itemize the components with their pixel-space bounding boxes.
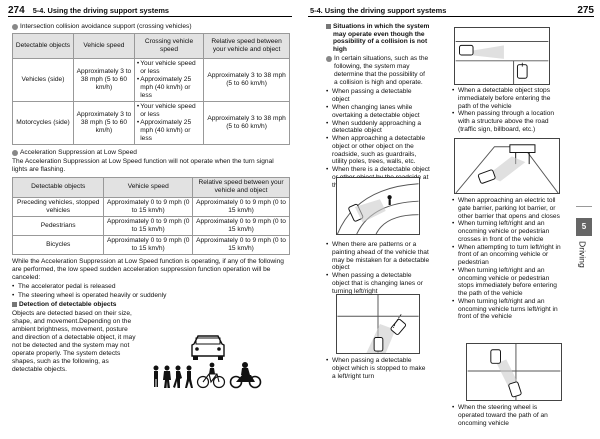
table-row <box>13 235 290 254</box>
situations-list-a <box>326 88 430 189</box>
situations-heading: Situations in which the system may operate even though the possibility of a collision is not high <box>326 23 430 53</box>
page-number-left: 274 <box>8 5 25 16</box>
table-cell: Vehicles (side) <box>13 59 74 102</box>
while-text: While the Acceleration Suppression at Low Speed function is operating, if any of the following are performed, the low speed sudden acceleration suppression function operation will be canceled: <box>12 257 284 281</box>
car-icon <box>460 45 474 55</box>
table-acceleration <box>12 177 290 254</box>
right-column-2-a <box>452 87 562 134</box>
circle-bullet-icon <box>326 56 332 62</box>
right-column-2-c <box>452 404 562 427</box>
list-item: • When there is a detectable object or other object by the roadside at the entrance of a curve <box>326 166 430 189</box>
table-header: Crossing vehicle speed <box>134 34 203 59</box>
left-column <box>12 22 290 375</box>
car-icon <box>374 338 383 352</box>
side-divider <box>576 206 592 207</box>
intersection-heading: Intersection collision avoidance support (crossing vehicles) <box>12 23 290 31</box>
list-item: • When passing a detectable object <box>326 88 430 104</box>
cancel-item: • The accelerator pedal is released <box>12 282 116 290</box>
square-bullet-icon <box>12 302 17 307</box>
situations-intro: In certain situations, such as the following, the system may determine that the possibility of a collision is high and operate. <box>326 55 430 87</box>
sign-icon <box>510 145 535 153</box>
header-right <box>308 4 594 17</box>
table-header: Vehicle speed <box>73 34 134 59</box>
section-title-left: 5-4. Using the driving support systems <box>32 5 170 15</box>
car-icon <box>192 336 224 360</box>
detection-text: Objects are detected based on their size, shape, and movement.Depending on the ambient brightness, movement, posture and direction of a detectable object, it may not be detected and the system may not operate properly. The system detects shapes, such as the following, as detectable objects. <box>12 309 136 374</box>
detectable-objects-illustration <box>152 332 264 392</box>
list-item: • Your vehicle speed or less <box>137 103 201 119</box>
list-item: • When changing lanes while overtaking a detectable object <box>326 104 430 120</box>
situations-list-b <box>326 241 430 295</box>
table-row <box>13 197 290 216</box>
square-bullet-icon <box>326 24 331 29</box>
bicycle-icon <box>198 363 225 388</box>
list-item: • When a detectable object stops immediately before entering the path of the vehicle <box>452 87 562 110</box>
motorcycle-icon <box>231 362 261 388</box>
header-left <box>8 4 292 17</box>
table-cell: Approximately 0 to 9 mph (0 to 15 km/h) <box>193 235 290 254</box>
table-row <box>13 216 290 235</box>
detection-heading: Detection of detectable objects <box>12 301 290 309</box>
list-item: • When suddenly approaching a detectable object <box>326 120 430 136</box>
list-item: • When the steering wheel is operated toward the path of an oncoming vehicle <box>452 404 562 427</box>
situations-list-2a <box>452 87 562 134</box>
list-item: • When approaching an electric toll gate barrier, parking lot barrier, or other barrier that opens and closes <box>452 197 562 220</box>
table-cell <box>134 59 203 102</box>
list-item: • When attempting to turn left/right in front of an oncoming vehicle or pedestrian <box>452 244 562 267</box>
right-column-1-c <box>326 357 430 380</box>
table-cell: Approximately 0 to 9 mph (0 to 15 km/h) <box>193 197 290 216</box>
table-header: Relative speed between your vehicle and object <box>204 34 290 59</box>
pedestrian-icon <box>173 366 182 389</box>
table-cell: Approximately 0 to 9 mph (0 to 15 km/h) <box>104 197 193 216</box>
list-item: • When turning left/right and an oncoming vehicle or pedestrian stops immediately before entering the path of the vehicle <box>452 267 562 298</box>
table-header: Detectable objects <box>13 34 74 59</box>
pedestrian-icon <box>154 366 159 388</box>
table-cell: Approximately 3 to 38 mph (5 to 60 km/h) <box>73 102 134 145</box>
situations-list-2b <box>452 197 562 321</box>
table-cell <box>134 102 203 145</box>
table-cell: Motorcycles (side) <box>13 102 74 145</box>
list-item: • When passing a detectable object which is stopped to make a left/right turn <box>326 357 430 380</box>
cancel-item: • The steering wheel is operated heavily or suddenly <box>12 291 167 299</box>
car-icon <box>517 65 527 79</box>
curve-entrance-figure <box>336 177 420 235</box>
right-column-1-b <box>326 241 430 295</box>
table-header: Detectable objects <box>13 178 104 197</box>
list-item: • When turning left/right and an oncoming vehicle or pedestrian crosses in front of the vehicle <box>452 220 562 243</box>
lane-change-figure <box>336 294 420 354</box>
table-cell: Approximately 0 to 9 mph (0 to 15 km/h) <box>193 216 290 235</box>
table-cell: Approximately 3 to 38 mph (5 to 60 km/h) <box>73 59 134 102</box>
car-icon <box>491 350 501 364</box>
table-cell: Approximately 0 to 9 mph (0 to 15 km/h) <box>104 235 193 254</box>
table-row <box>13 102 290 145</box>
table-intersection <box>12 33 290 145</box>
pedestrian-icon <box>185 366 193 389</box>
table-cell: Approximately 3 to 38 mph (5 to 60 km/h) <box>204 102 290 145</box>
list-item: • When approaching a detectable object or other object on the roadside, such as guardrails, utility poles, trees, walls, etc. <box>326 135 430 166</box>
list-item: • Your vehicle speed or less <box>137 60 201 76</box>
circle-bullet-icon <box>12 150 18 156</box>
right-column-2-b <box>452 197 562 321</box>
pedestrian-icon <box>387 195 391 199</box>
table-row <box>13 59 290 102</box>
situations-list-c <box>326 357 430 380</box>
list-item: • When passing through a location with a structure above the road (traffic sign, billboard, etc.) <box>452 110 562 133</box>
section-title-right: 5-4. Using the driving support systems <box>310 5 447 15</box>
accel-heading: Acceleration Suppression at Low Speed <box>12 149 290 157</box>
table-cell: Approximately 0 to 9 mph (0 to 15 km/h) <box>104 216 193 235</box>
list-item: • When turning left/right and an oncoming vehicle turns left/right in front of the vehicle <box>452 298 562 321</box>
table-header: Relative speed between your vehicle and object <box>193 178 290 197</box>
stop-before-path-figure <box>454 27 550 85</box>
table-header: Vehicle speed <box>104 178 193 197</box>
page-number-right: 275 <box>577 5 594 16</box>
chapter-label: Driving <box>577 241 588 268</box>
situations-list-2c <box>452 404 562 427</box>
table-cell: Pedestrians <box>13 216 104 235</box>
pedestrian-icon <box>163 366 171 389</box>
overhead-structure-figure <box>454 138 560 194</box>
right-column-1 <box>326 22 430 189</box>
accel-text: The Acceleration Suppression at Low Speed function will not operate when the turn signal lights are flashing. <box>12 158 274 174</box>
car-icon <box>508 381 521 397</box>
chapter-tab[interactable]: 5 <box>576 218 592 236</box>
list-item: • Approximately 25 mph (40 km/h) or less <box>137 76 201 100</box>
table-cell: Approximately 3 to 38 mph (5 to 60 km/h) <box>204 59 290 102</box>
car-icon <box>478 169 496 183</box>
list-item: • When passing a detectable object that is changing lanes or turning left/right <box>326 272 430 295</box>
oncoming-vehicle-figure <box>466 343 562 401</box>
table-cell: Preceding vehicles, stopped vehicles <box>13 197 104 216</box>
list-item: • When there are patterns or a painting ahead of the vehicle that may be mistaken for a detectable object <box>326 241 430 272</box>
list-item: • Approximately 25 mph (40 km/h) or less <box>137 119 201 143</box>
table-cell: Bicycles <box>13 235 104 254</box>
circle-bullet-icon <box>12 24 18 30</box>
